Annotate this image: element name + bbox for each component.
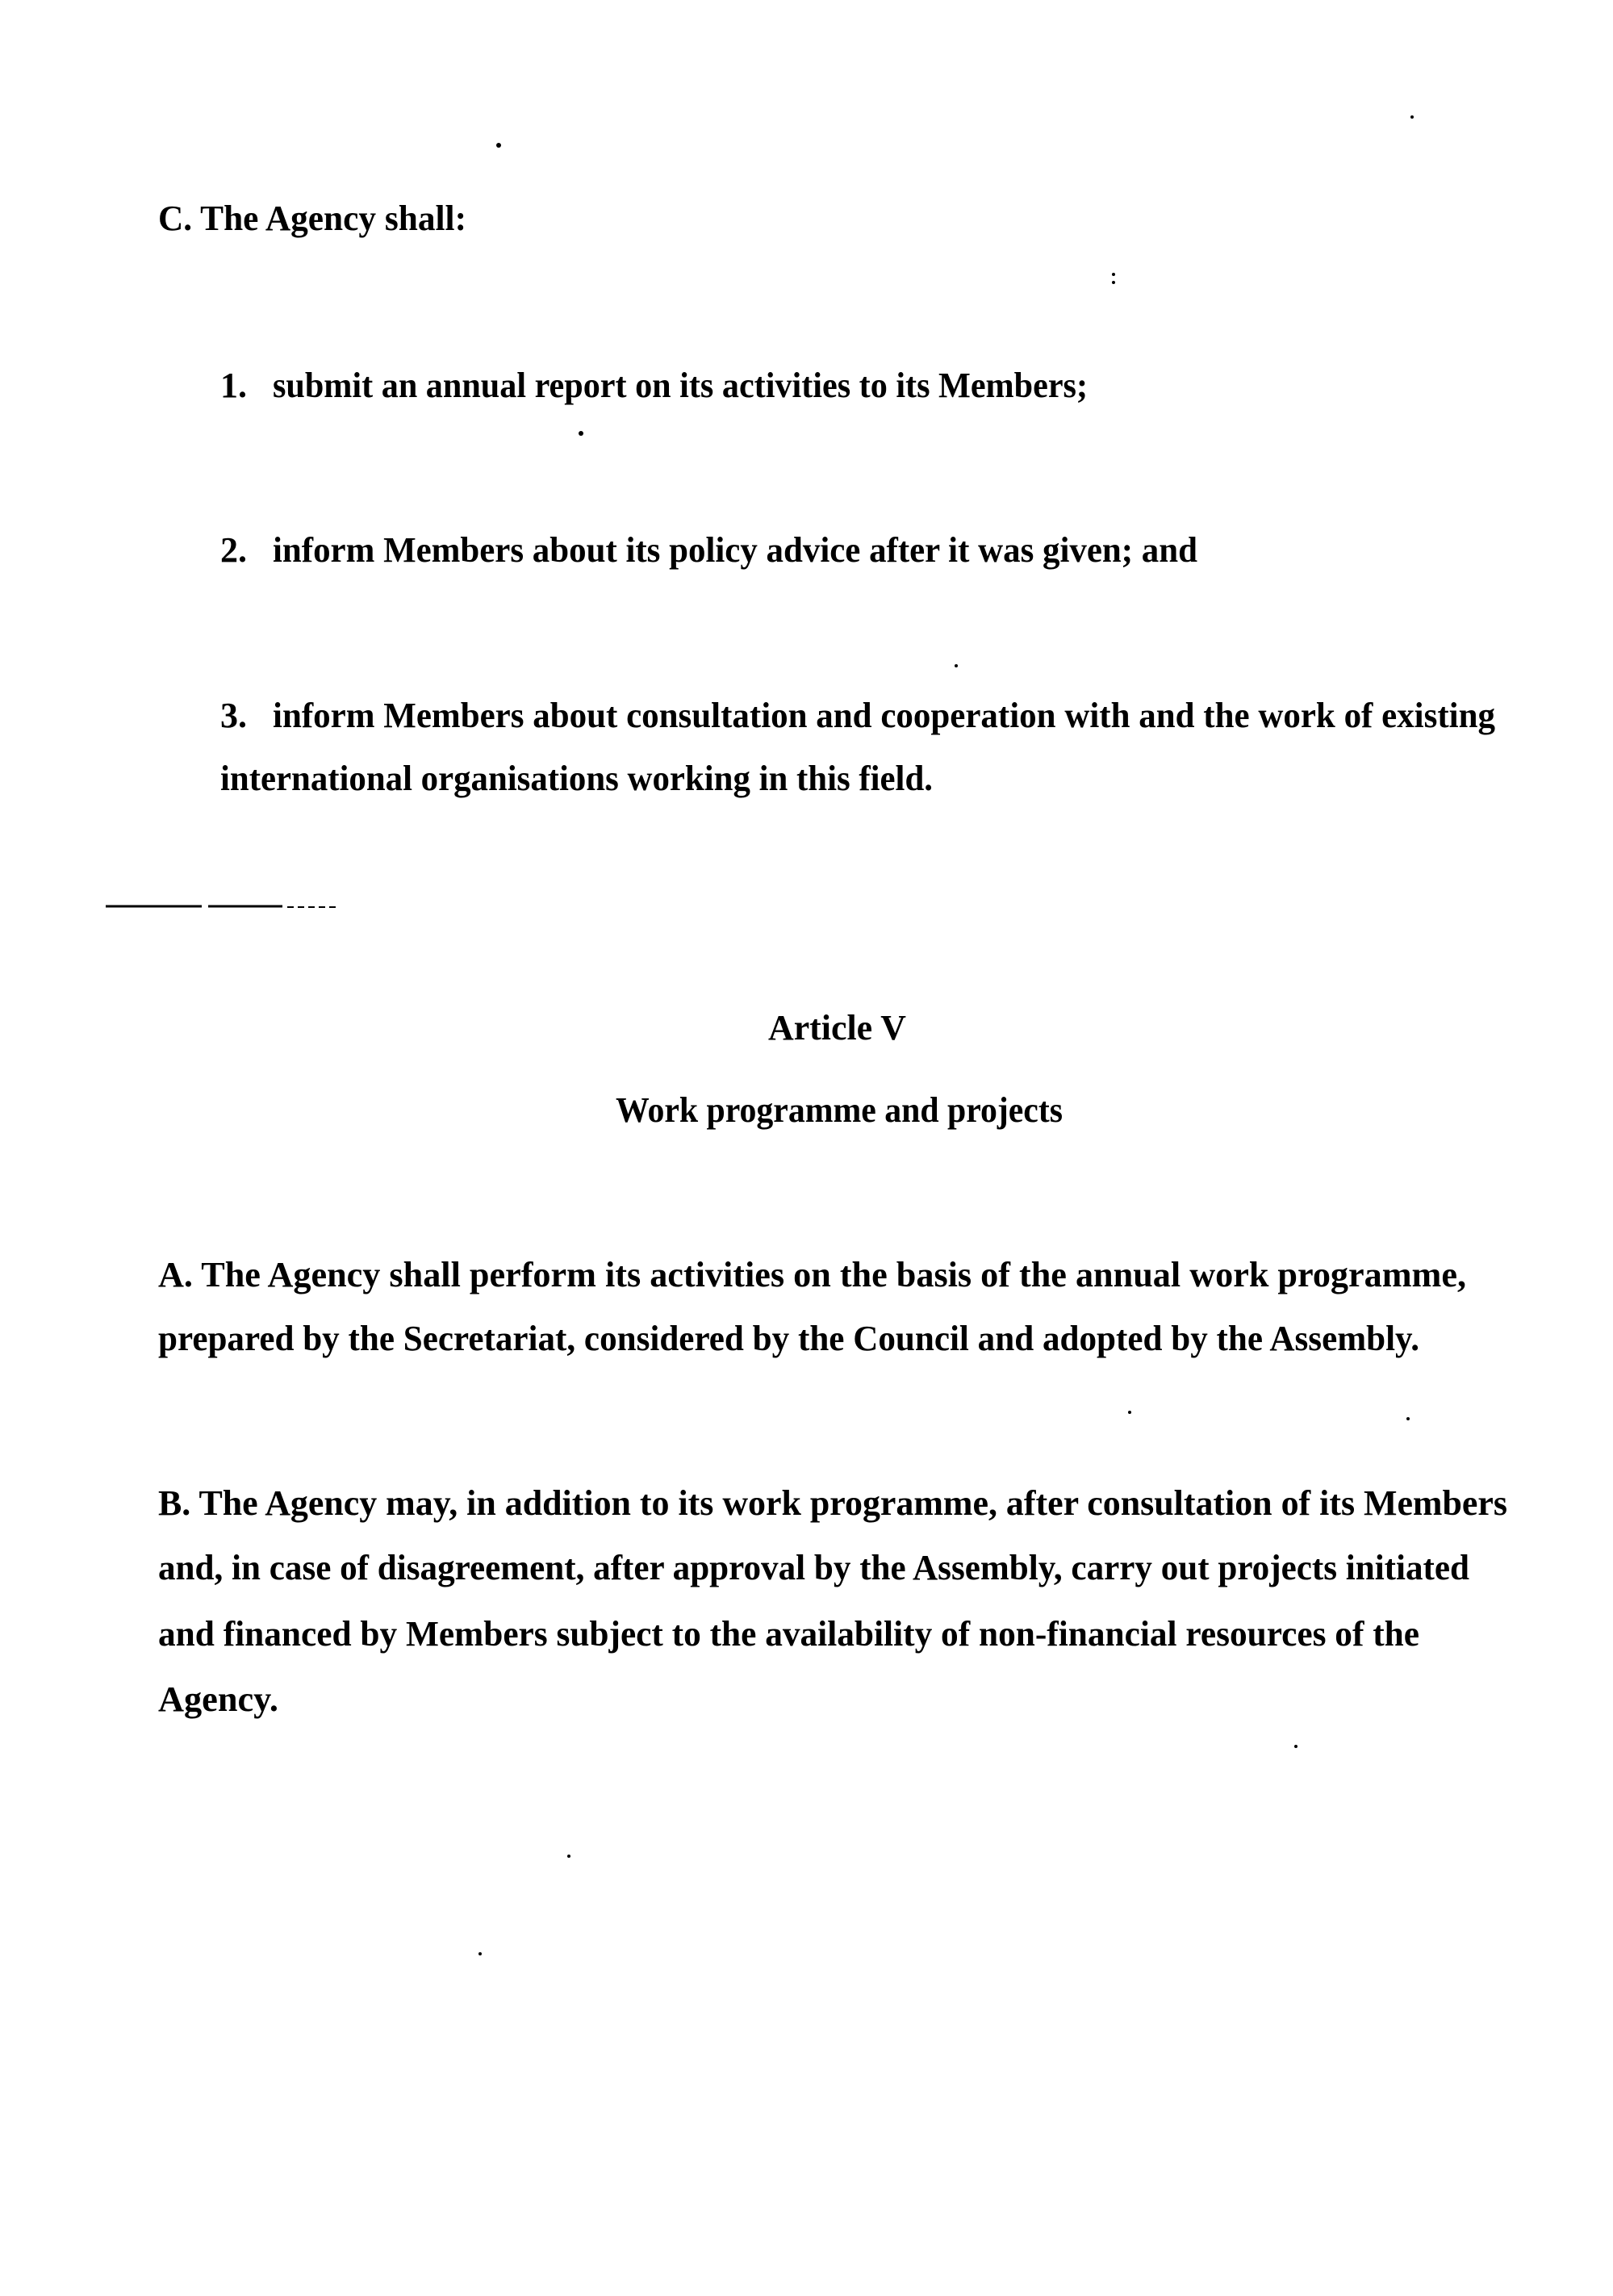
item-number: 2. bbox=[220, 530, 247, 570]
paragraph-text: The Agency may, in addition to its work programme, after consultation of its Members bbox=[198, 1483, 1511, 1523]
article-number: Article V bbox=[768, 1008, 907, 1048]
paragraph-text: The Agency shall perform its activities on the basis of the annual work programme, bbox=[201, 1255, 1461, 1294]
paragraph-a-line bbox=[158, 1255, 1466, 1294]
item-number: 3. bbox=[220, 696, 247, 735]
paragraph-b-line bbox=[158, 1483, 1511, 1523]
paragraph-b-line: and financed by Members subject to the availability of non-financial resources of the bbox=[158, 1614, 1419, 1654]
paragraph-b-line: and, in case of disagreement, after approval by the Assembly, carry out projects initiated bbox=[158, 1548, 1469, 1587]
article-title: Work programme and projects bbox=[616, 1090, 1063, 1130]
paragraph-b-line: Agency. bbox=[158, 1679, 278, 1719]
paragraph-label: A. bbox=[158, 1255, 193, 1294]
item-text: inform Members about its policy advice after it was given; and bbox=[273, 530, 1197, 570]
paragraph-a-line: prepared by the Secretariat, considered by the Council and adopted by the Assembly. bbox=[158, 1319, 1419, 1358]
item-text: inform Members about consultation and cooperation with and the work of existing bbox=[273, 696, 1495, 735]
item-text: international organisations working in this field. bbox=[220, 759, 933, 798]
item-text: submit an annual report on its activities to its Members; bbox=[273, 366, 1088, 405]
separator-rule bbox=[106, 906, 337, 907]
paragraph-label: B. bbox=[158, 1483, 191, 1523]
section-c-heading: C. The Agency shall: bbox=[158, 199, 466, 238]
item-number: 1. bbox=[220, 366, 247, 405]
